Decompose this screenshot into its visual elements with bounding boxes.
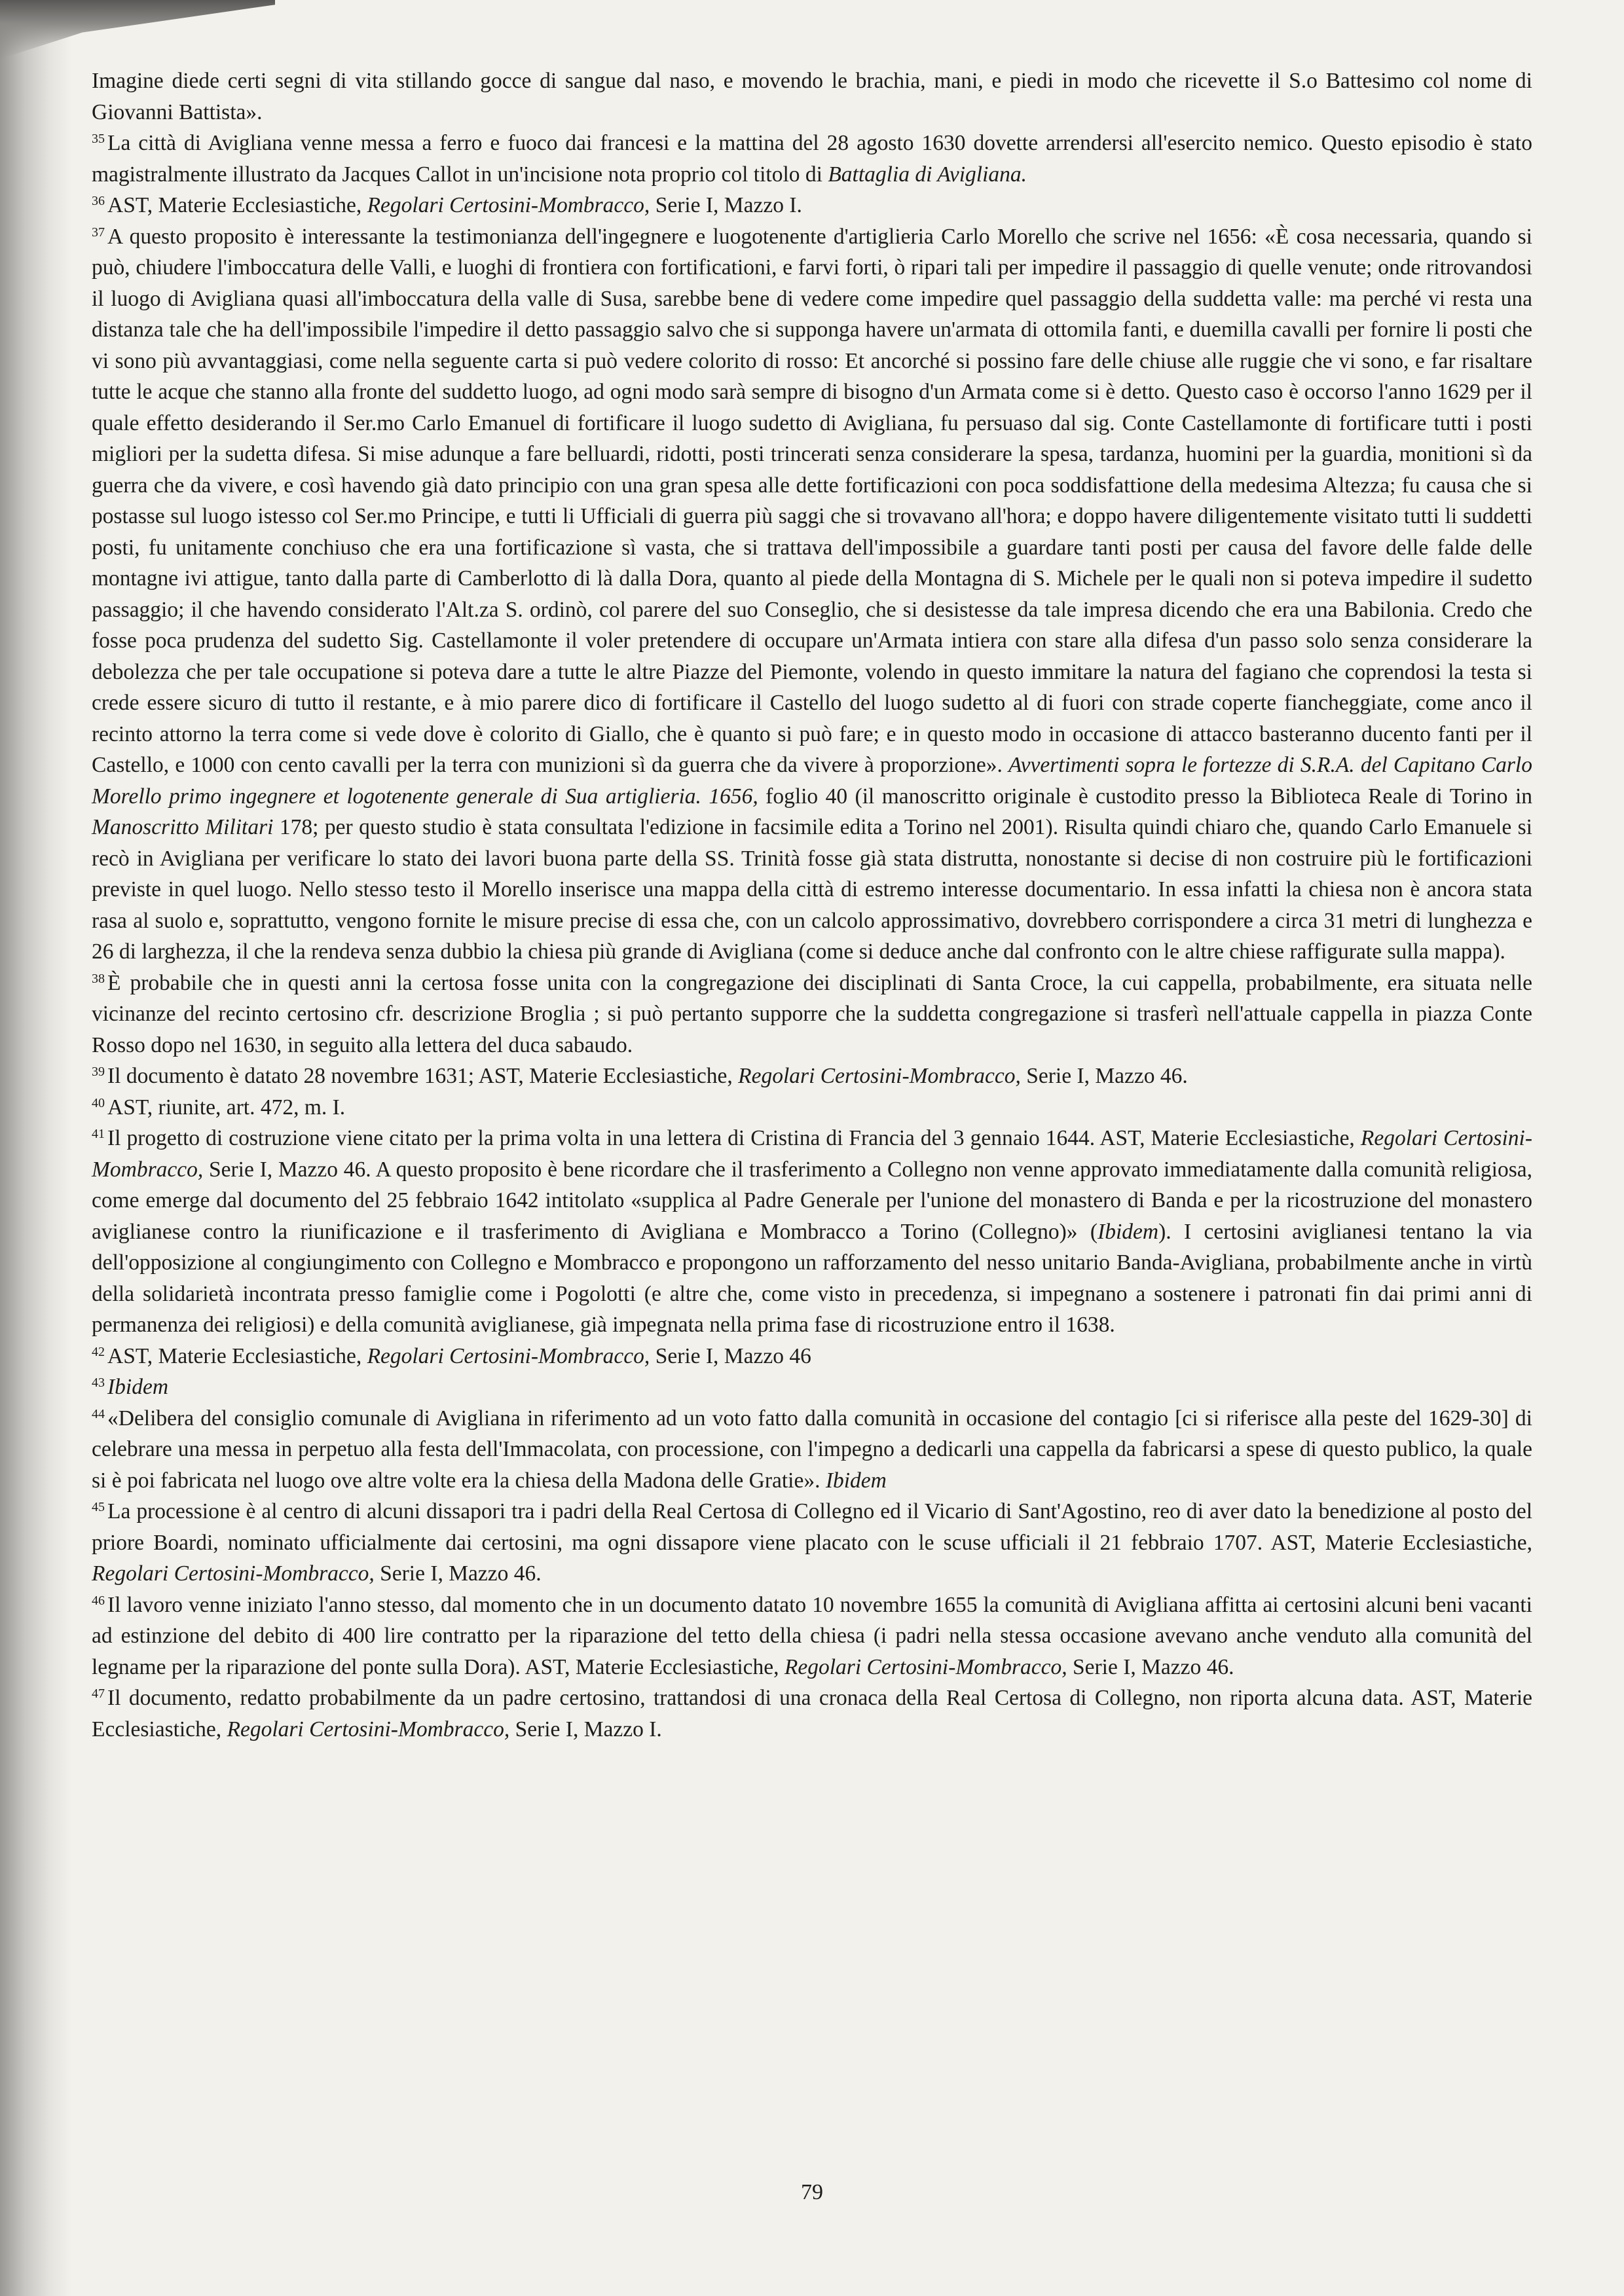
footnote-number: 42 bbox=[92, 1344, 105, 1359]
footnote-italic-text: Ibidem bbox=[1098, 1219, 1159, 1244]
footnote-number: 37 bbox=[92, 225, 105, 240]
footnote-number: 46 bbox=[92, 1593, 105, 1608]
footnotes-page bbox=[92, 65, 1532, 2226]
footnote-text: ). I certosini aviglianesi tentano la via dell'opposizione al congiungimento con Collegno e Mombracco e propongono un rafforzamento del nesso unitario Banda-Avigliana, probabilmente anche in virtù della solidarietà incontrata presso famiglie come i Pogolotti (e altre che, come visto in precedenza, si impegnano a sostenere i patronati fin dai primi anni di permanenza dei religiosi) e della comunità aviglianese, già impegnata nella prima fase di ricostruzione entro il 1638. bbox=[92, 1219, 1533, 1337]
footnote-text: A questo proposito è interessante la testimonianza dell'ingegnere e luogotenente d'artiglieria Carlo Morello che scrive nel 1656: «È cosa necessaria, quando si può, chiudere l'imboccatura delle Valli, e luoghi di frontiera con fortificationi, e farvi forti, ò ripari tali per impedire il passaggio di quelle venute; onde ritrovandosi il luogo di Avigliana quasi all'imboccatura della valle di Susa, sarebbe bene di vedere come impedire quel passaggio della suddetta valle: ma perché vi resta una distanza tale che ha dell'impossibile l'impedire il detto passaggio salvo che si supponga havere un'armata di ottomila fanti, e duemilla cavalli per fornire li posti che vi sono più avvantaggiasi, come nella seguente carta si può vedere colorito di rosso: Et ancorché si possino fare delle chiuse alle ruggie che vi sono, e far risaltare tutte le acque che stanno alla fronte del suddetto luogo, ad ogni modo sarà sempre di bisogno d'un Armata come si è detto. Questo caso è occorso l'anno 1629 per il quale effetto desiderando il Ser.mo Carlo Emanuel di fortificare il luogo sudetto di Avigliana, fu persuaso dal sig. Conte Castellamonte di fortificare tutti i posti migliori per la sudetta difesa. Si mise adunque a fare belluardi, ridotti, posti trincerati senza considerare la spesa, tardanza, huomini per la guardia, monitioni sì da guerra che da vivere, e così havendo già dato principio con una gran spesa alle dette fortificazioni con poca soddisfattione della medesima Altezza; fu causa che si postasse sul luogo istesso col Ser.mo Principe, e tutti li Ufficiali di guerra più saggi che si trovavano all'hora; e doppo havere diligentemente visitato tutti li suddetti posti, fu unitamente conchiuso che era una fortificazione sì vasta, che si trattava dell'impossibile a guardare tanti posti per causa del favore delle falde delle montagne ivi attigue, tanto dalla parte di Camberlotto di là dalla Dora, quanto al piede della Montagna di S. Michele per le quali non si poteva impedire il sudetto passaggio; il che havendo considerato l'Alt.za S. ordinò, col parere del suo Conseglio, che si desistesse da tale impresa dicendo che era una Babilonia. Credo che fosse poca prudenza del sudetto Sig. Castellamonte il voler pretendere di occupare un'Armata intiera con stare alla difesa d'un passo solo senza considerare la debolezza che per tale occupatione si poteva dare a tutte le altre Piazze del Piemonte, volendo in questo immitare la natura del fagiano che coprendosi la testa si crede essere sicuro di tutto il restante, e à mio parere dico di fortificare il Castello del luogo sudetto al di fuori con strade coperte fiancheggiate, come anco il recinto attorno la terra come si vede dove è colorito di Giallo, che è quanto si può fare; e in questo modo in occasione di attacco basteranno ducento fanti per il Castello, e 1000 con cento cavalli per la terra con munizioni sì da guerra che da vivere à proporzione». bbox=[92, 224, 1532, 777]
footnote-43 bbox=[92, 1372, 1532, 1403]
footnote-text: Serie I, Mazzo 46 bbox=[650, 1343, 811, 1368]
binding-shadow bbox=[0, 0, 72, 2296]
footnote-text: La processione è al centro di alcuni dissapori tra i padri della Real Certosa di Collegno ed il Vicario di Sant'Agostino, reo di aver dato la benedizione al posto del priore Boardi, nominato ufficialmente dai certosini, ma ogni dissapore viene placato con le scuse ufficiali il 21 febbraio 1707. AST, Materie Ecclesiastiche, bbox=[92, 1499, 1532, 1555]
footnote-italic-text: Regolari Certosini-Mombracco, bbox=[738, 1064, 1021, 1088]
footnote-number: 38 bbox=[92, 971, 105, 986]
footnote-text: AST, Materie Ecclesiastiche, bbox=[107, 1343, 367, 1368]
footnote-44 bbox=[92, 1403, 1532, 1497]
footnote-italic-text: Regolari Certosini-Mombracco, bbox=[367, 1343, 650, 1368]
footnote-italic-text: Regolari Certosini-Mombracco, bbox=[227, 1717, 510, 1741]
footnote-text: Serie I, Mazzo I. bbox=[650, 193, 802, 217]
footnote-47 bbox=[92, 1683, 1532, 1745]
footnote-italic-text: Ibidem bbox=[107, 1375, 169, 1399]
footnote-italic-text: Regolari Certosini-Mombracco, bbox=[367, 193, 650, 217]
footnote-italic-text: Battaglia di Avigliana. bbox=[828, 162, 1027, 187]
footnote-number: 43 bbox=[92, 1376, 105, 1390]
footnote-italic-text: Ibidem bbox=[825, 1468, 887, 1493]
footnote-italic-text: Manoscritto Militari bbox=[92, 815, 274, 839]
footnote-35 bbox=[92, 128, 1532, 190]
footnote-text: Il documento, redatto probabilmente da un padre certosino, trattandosi di una cronaca della Real Certosa di Collegno, non riporta alcuna data. AST, Materie Ecclesiastiche, bbox=[92, 1686, 1532, 1741]
footnote-number: 47 bbox=[92, 1686, 105, 1701]
footnote-number: 41 bbox=[92, 1127, 105, 1141]
footnote-number: 40 bbox=[92, 1095, 105, 1110]
footnote-text: Imagine diede certi segni di vita stillando gocce di sangue dal naso, e movendo le brachia, mani, e piedi in modo che ricevette il S.o Battesimo col nome di Giovanni Battista». bbox=[92, 69, 1532, 124]
footnote-number: 39 bbox=[92, 1065, 105, 1079]
page-number: 79 bbox=[801, 2180, 823, 2204]
footnote-italic-text: Regolari Certosini-Mombracco, bbox=[92, 1126, 1532, 1182]
footnote-italic-text: Avvertimenti sopra le fortezze di S.R.A. del Capitano Carlo Morello primo ingegnere et logotenente generale di Sua artiglieria. 1656, bbox=[92, 753, 1532, 809]
footnote-37 bbox=[92, 221, 1532, 968]
footnote-text: Il progetto di costruzione viene citato per la prima volta in una lettera di Cristina di Francia del 3 gennaio 1644. AST, Materie Ecclesiastiche, bbox=[107, 1126, 1361, 1150]
footnote-46 bbox=[92, 1590, 1532, 1683]
footnotes-list bbox=[92, 65, 1532, 1745]
footnote-text: Serie I, Mazzo I. bbox=[509, 1717, 662, 1741]
footnote-number: 36 bbox=[92, 194, 105, 208]
footnote-text: Il lavoro venne iniziato l'anno stesso, dal momento che in un documento datato 10 novembre 1655 la comunità di Avigliana affitta ai certosini alcuni beni vacanti ad estinzione del debito di 400 lire contratto per la riparazione del tetto della chiesa (i padri nella stessa occasione avevano anche venduto alla comunità del legname per la riparazione del ponte sulla Dora). AST, Materie Ecclesiastiche, bbox=[92, 1592, 1532, 1679]
footnote-39 bbox=[92, 1061, 1532, 1092]
footnote-text: foglio 40 (il manoscritto originale è custodito presso la Biblioteca Reale di Torino in bbox=[758, 784, 1532, 809]
footnote-45 bbox=[92, 1496, 1532, 1590]
footnote-text: Serie I, Mazzo 46. bbox=[374, 1561, 542, 1586]
footnote-text: AST, Materie Ecclesiastiche, bbox=[107, 193, 367, 217]
footnote-41 bbox=[92, 1123, 1532, 1341]
footnote-italic-text: Regolari Certosini-Mombracco, bbox=[784, 1654, 1067, 1679]
footnote-text: Serie I, Mazzo 46. bbox=[1020, 1064, 1188, 1088]
footnote-text: 178; per questo studio è stata consultata l'edizione in facsimile edita a Torino nel 2001). Risulta quindi chiaro che, quando Carlo Emanuele si recò in Avigliana per verificare lo stato dei lavori buona parte della SS. Trinità fosse già stata distrutta, nonostante si decise di non costruire più le fortificazioni previste in quel luogo. Nello stesso testo il Morello inserisce una mappa della città di estremo interesse documentario. In essa infatti la chiesa non è ancora stata rasa al suolo e, soprattutto, vengono fornite le misure precise di essa che, con un calcolo approssimativo, dovrebbero corrispondere a circa 31 metri di lunghezza e 26 di larghezza, il che la rendeva senza dubbio la chiesa più grande di Avigliana (come si deduce anche dal confronto con le altre chiese raffigurate sulla mappa). bbox=[92, 815, 1532, 964]
footnote-number: 35 bbox=[92, 132, 105, 146]
footnote-text: Serie I, Mazzo 46. A questo proposito è bene ricordare che il trasferimento a Collegno non venne approvato immediatamente dalla comunità religiosa, come emerge dal documento del 25 febbraio 1642 intitolato «supplica al Padre Generale per l'unione del monastero di Banda e per la ricostruzione del monastero aviglianese contro la riunificazione e il trasferimento di Avigliana e Mombracco a Torino (Collegno)» ( bbox=[92, 1157, 1532, 1244]
footnote-number: 44 bbox=[92, 1406, 105, 1421]
footnote-text: AST, riunite, art. 472, m. I. bbox=[107, 1095, 346, 1120]
footnote-36 bbox=[92, 190, 1532, 221]
footnote-42 bbox=[92, 1341, 1532, 1372]
footnote-40 bbox=[92, 1092, 1532, 1123]
footnote-italic-text: Regolari Certosini-Mombracco, bbox=[92, 1561, 375, 1586]
footnote-number: 45 bbox=[92, 1500, 105, 1514]
footnote-text: Il documento è datato 28 novembre 1631; AST, Materie Ecclesiastiche, bbox=[107, 1064, 739, 1088]
footnote-text: «Delibera del consiglio comunale di Avigliana in riferimento ad un voto fatto dalla comunità in occasione del contagio [ci si riferisce alla peste del 1629-30] di celebrare una messa in perpetuo alla festa dell'Immacolata, con processione, con l'impegno a dedicarli una cappella da fabricarsi a spese di questo publico, la quale si è poi fabricata nel luogo ove altre volte era la chiesa della Madona delle Gratie». bbox=[92, 1406, 1532, 1493]
footnote-text: È probabile che in questi anni la certosa fosse unita con la congregazione dei disciplinati di Santa Croce, la cui cappella, probabilmente, era situata nelle vicinanze del recinto certosino cfr. descrizione Broglia ; si può pertanto supporre che la suddetta congregazione si trasferì nell'attuale cappella in piazza Conte Rosso dopo nel 1630, in seguito alla lettera del duca sabaudo. bbox=[92, 970, 1532, 1057]
footnote-text: La città di Avigliana venne messa a ferro e fuoco dai francesi e la mattina del 28 agosto 1630 dovette arrendersi all'esercito nemico. Questo episodio è stato magistralmente illustrato da Jacques Callot in un'incisione nota proprio col titolo di bbox=[92, 131, 1532, 187]
footnote-text: Serie I, Mazzo 46. bbox=[1067, 1654, 1234, 1679]
footnote-38 bbox=[92, 968, 1532, 1061]
footnote-continuation bbox=[92, 65, 1532, 128]
